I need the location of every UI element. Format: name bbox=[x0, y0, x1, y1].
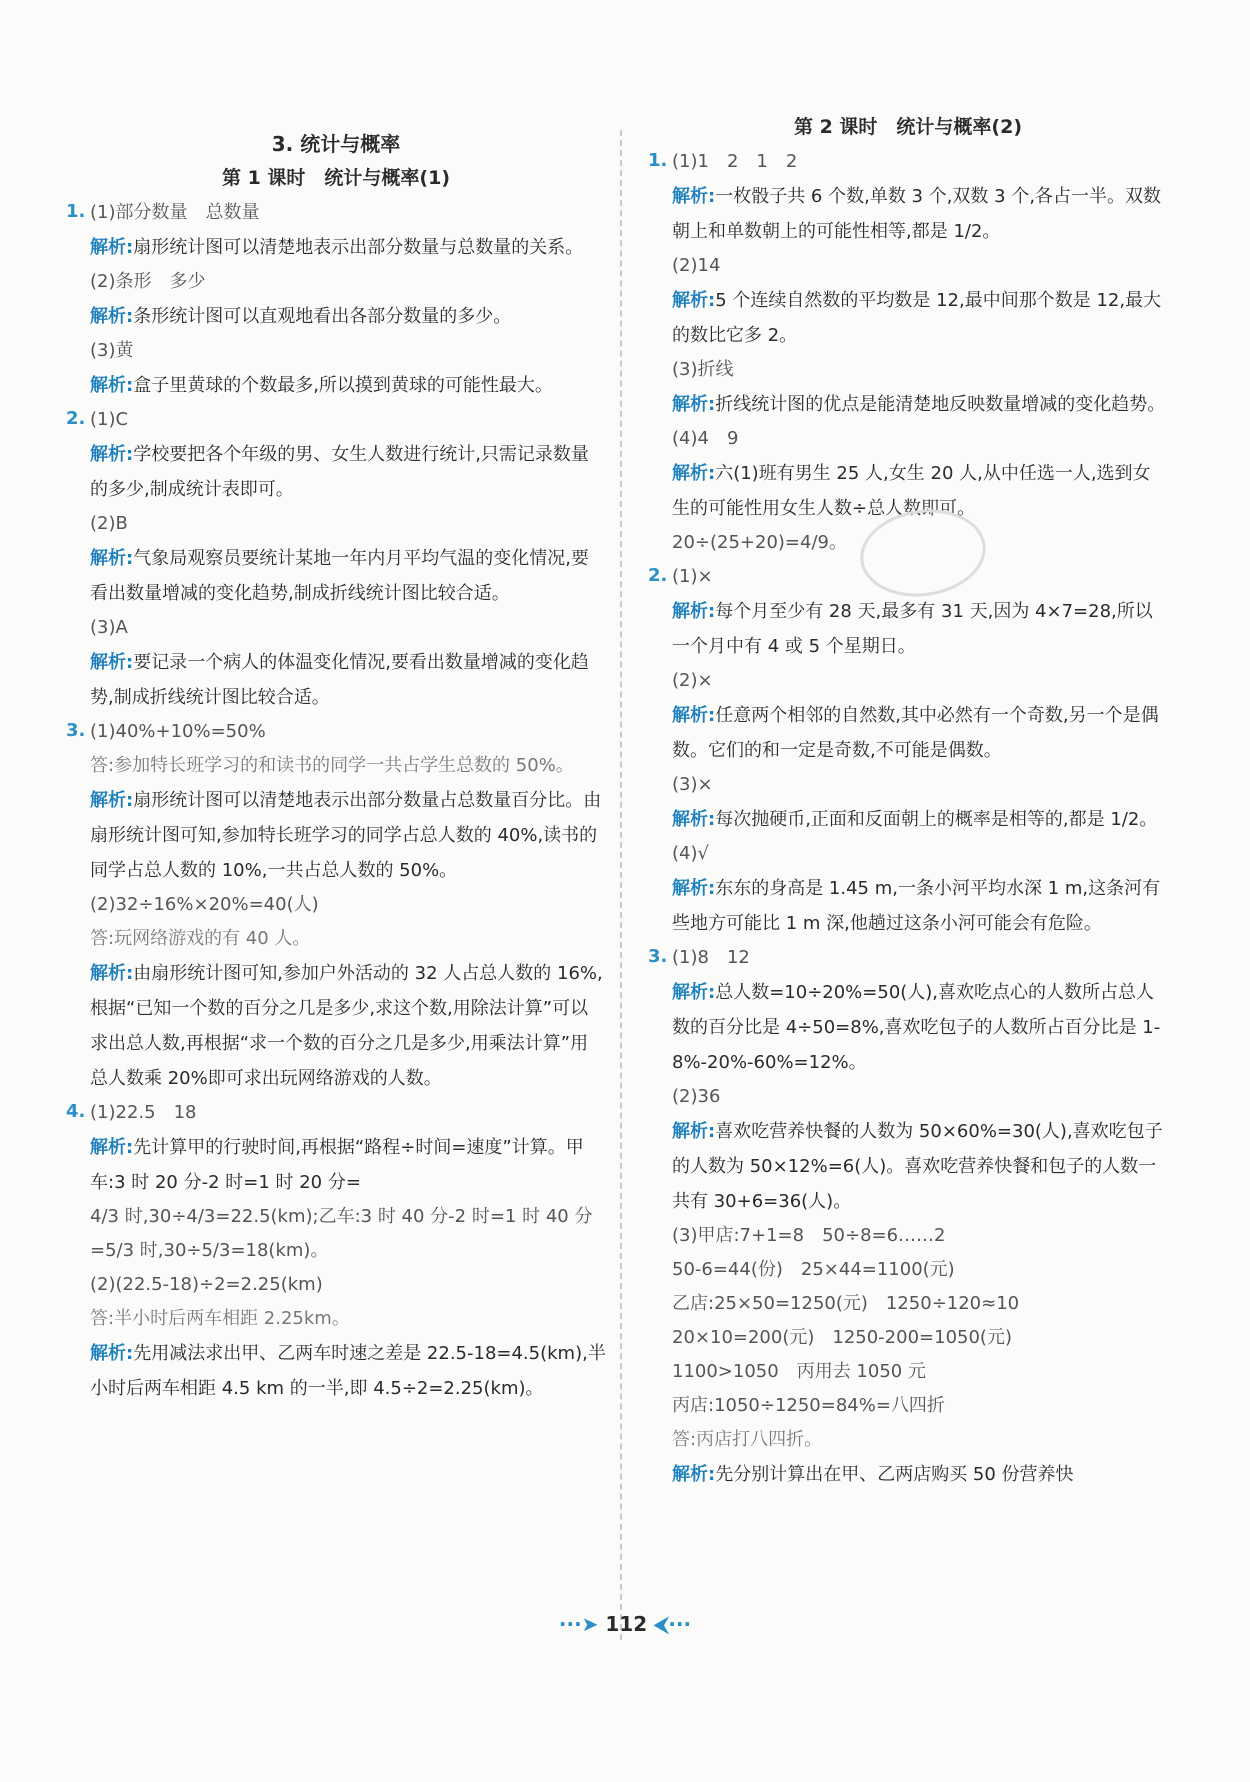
explanation: 解析:一枚骰子共 6 个数,单数 3 个,双数 3 个,各占一半。双数朝上和单数朝上的可能性相等,都是 1/2。 bbox=[672, 186, 1162, 242]
left-column bbox=[66, 120, 606, 1406]
explanation-label: 解析: bbox=[672, 1464, 716, 1485]
question-number: 2. bbox=[648, 565, 668, 586]
answer-line: (2)(22.5-18)÷2=2.25(km) bbox=[90, 1274, 323, 1295]
explanation: 解析:5 个连续自然数的平均数是 12,最中间那个数是 12,最大的数比它多 2。 bbox=[672, 290, 1162, 346]
answer-statement: 答:参加特长班学习的和读书的同学一共占学生总数的 50%。 bbox=[90, 755, 574, 776]
explanation: 解析:盒子里黄球的个数最多,所以摸到黄球的可能性最大。 bbox=[90, 375, 553, 396]
lesson-title-1: 第 1 课时 统计与概率(1) bbox=[221, 167, 451, 189]
explanation-label: 解析: bbox=[90, 1343, 134, 1364]
explanation-label: 解析: bbox=[672, 290, 716, 311]
answer-line: (1)40%+10%=50% bbox=[90, 721, 266, 742]
explanation: 解析:要记录一个病人的体温变化情况,要看出数量增减的变化趋势,制成折线统计图比较合适。 bbox=[90, 652, 589, 708]
explanation-label: 解析: bbox=[672, 878, 716, 899]
explanation: 解析:折线统计图的优点是能清楚地反映数量增减的变化趋势。 bbox=[672, 394, 1166, 415]
answer-line: (1)× bbox=[672, 566, 713, 587]
answer-line: 丙店:1050÷1250=84%=八四折 bbox=[672, 1395, 945, 1416]
explanation-label: 解析: bbox=[672, 809, 716, 830]
right-question-1 bbox=[648, 145, 1168, 560]
answer-line: (2)36 bbox=[672, 1086, 721, 1107]
page-number: 112 bbox=[605, 1612, 648, 1636]
answer-statement: 答:半小时后两车相距 2.25km。 bbox=[90, 1308, 350, 1329]
answer-line: (3)黄 bbox=[90, 340, 134, 361]
explanation-label: 解析: bbox=[672, 982, 716, 1003]
column-divider bbox=[620, 130, 622, 1640]
explanation-label: 解析: bbox=[90, 444, 134, 465]
answer-line: 4/3 时,30÷4/3=22.5(km);乙车:3 时 40 分-2 时=1 时 40 分=5/3 时,30÷5/3=18(km)。 bbox=[90, 1206, 593, 1261]
answer-line: (3)A bbox=[90, 617, 128, 638]
explanation-label: 解析: bbox=[90, 1137, 134, 1158]
answer-statement: 答:丙店打八四折。 bbox=[672, 1429, 823, 1450]
question-number: 3. bbox=[66, 720, 86, 741]
answer-line: (1)部分数量 总数量 bbox=[90, 202, 260, 223]
explanation: 解析:扇形统计图可以清楚地表示出部分数量与总数量的关系。 bbox=[90, 237, 584, 258]
explanation: 解析:条形统计图可以直观地看出各部分数量的多少。 bbox=[90, 306, 512, 327]
explanation: 解析:先计算甲的行驶时间,再根据“路程÷时间=速度”计算。甲车:3 时 20 分-2 时=1 时 20 分= bbox=[90, 1137, 584, 1193]
left-question-4 bbox=[66, 1096, 606, 1406]
explanation: 解析:六(1)班有男生 25 人,女生 20 人,从中任选一人,选到女生的可能性用女生人数÷总人数即可。 bbox=[672, 463, 1151, 519]
explanation: 解析:喜欢吃营养快餐的人数为 50×60%=30(人),喜欢吃包子的人数为 50×12%=6(人)。喜欢吃营养快餐和包子的人数一共有 30+6=36(人)。 bbox=[672, 1121, 1163, 1212]
answer-line: (1)1 2 1 2 bbox=[672, 151, 798, 172]
explanation: 解析:气象局观察员要统计某地一年内月平均气温的变化情况,要看出数量增减的变化趋势,制成折线统计图比较合适。 bbox=[90, 548, 589, 604]
answer-line: (2)32÷16%×20%=40(人) bbox=[90, 894, 319, 915]
answer-line: (2)14 bbox=[672, 255, 721, 276]
left-question-3 bbox=[66, 715, 606, 1096]
right-question-3 bbox=[648, 941, 1168, 1492]
answer-line: (1)C bbox=[90, 409, 129, 430]
answer-line: (4)√ bbox=[672, 843, 709, 864]
explanation-label: 解析: bbox=[90, 790, 134, 811]
answer-line: (2)条形 多少 bbox=[90, 271, 206, 292]
footer-arrow-right-icon: ⮜··· bbox=[654, 1612, 692, 1636]
answer-statement: 答:玩网络游戏的有 40 人。 bbox=[90, 928, 311, 949]
left-question-1 bbox=[66, 196, 606, 403]
explanation-label: 解析: bbox=[672, 463, 716, 484]
question-number: 2. bbox=[66, 408, 86, 429]
explanation: 解析:扇形统计图可以清楚地表示出部分数量占总数量百分比。由扇形统计图可知,参加特长班学习的同学占总人数的 40%,读书的同学占总人数的 10%,一共占总人数的 50%。 bbox=[90, 790, 602, 881]
explanation-label: 解析: bbox=[90, 375, 134, 396]
answer-line: (1)22.5 18 bbox=[90, 1102, 197, 1123]
explanation: 解析:学校要把各个年级的男、女生人数进行统计,只需记录数量的多少,制成统计表即可。 bbox=[90, 444, 589, 500]
answer-line: (2)B bbox=[90, 513, 128, 534]
explanation-label: 解析: bbox=[90, 963, 134, 984]
explanation-label: 解析: bbox=[672, 705, 716, 726]
explanation: 解析:每次抛硬币,正面和反面朝上的概率是相等的,都是 1/2。 bbox=[672, 809, 1158, 830]
explanation-label: 解析: bbox=[90, 237, 134, 258]
answer-line: 20×10=200(元) 1250-200=1050(元) bbox=[672, 1327, 1012, 1348]
answer-line: 20÷(25+20)=4/9。 bbox=[672, 532, 847, 553]
answer-line: (2)× bbox=[672, 670, 713, 691]
answer-line: (3)折线 bbox=[672, 359, 734, 380]
right-column bbox=[648, 110, 1168, 1492]
answer-line: (3)甲店:7+1=8 50÷8=6……2 bbox=[672, 1225, 946, 1246]
answer-line: (1)8 12 bbox=[672, 947, 750, 968]
explanation-label: 解析: bbox=[672, 601, 716, 622]
explanation: 解析:总人数=10÷20%=50(人),喜欢吃点心的人数所占总人数的百分比是 4÷50=8%,喜欢吃包子的人数所占百分比是 1-8%-20%-60%=12%。 bbox=[672, 982, 1161, 1073]
explanation: 解析:东东的身高是 1.45 m,一条小河平均水深 1 m,这条河有些地方可能比 1 m 深,他趟过这条小河可能会有危险。 bbox=[672, 878, 1161, 934]
page-footer bbox=[0, 1612, 1250, 1636]
explanation: 解析:任意两个相邻的自然数,其中必然有一个奇数,另一个是偶数。它们的和一定是奇数,不可能是偶数。 bbox=[672, 705, 1159, 761]
answer-line: 1100>1050 丙用去 1050 元 bbox=[672, 1361, 926, 1382]
explanation-label: 解析: bbox=[90, 306, 134, 327]
explanation: 解析:由扇形统计图可知,参加户外活动的 32 人占总人数的 16%,根据“已知一个数的百分之几是多少,求这个数,用除法计算”可以求出总人数,再根据“求一个数的百分之几是多少,用乘法计算”用总人数乘 20%即可求出玩网络游戏的人数。 bbox=[90, 963, 603, 1089]
explanation: 解析:先用减法求出甲、乙两车时速之差是 22.5-18=4.5(km),半小时后两车相距 4.5 km 的一半,即 4.5÷2=2.25(km)。 bbox=[90, 1343, 606, 1399]
answer-line: (3)× bbox=[672, 774, 713, 795]
question-number: 1. bbox=[648, 150, 668, 171]
explanation-label: 解析: bbox=[90, 548, 134, 569]
answer-line: 50-6=44(份) 25×44=1100(元) bbox=[672, 1259, 955, 1280]
answer-line: (4)4 9 bbox=[672, 428, 739, 449]
left-question-2 bbox=[66, 403, 606, 715]
left-items bbox=[66, 196, 606, 1406]
explanation: 解析:每个月至少有 28 天,最多有 31 天,因为 4×7=28,所以一个月中有 4 或 5 个星期日。 bbox=[672, 601, 1153, 657]
question-number: 3. bbox=[648, 946, 668, 967]
question-number: 1. bbox=[66, 201, 86, 222]
answer-line: 乙店:25×50=1250(元) 1250÷120≈10 bbox=[672, 1293, 1020, 1314]
explanation: 解析:先分别计算出在甲、乙两店购买 50 份营养快 bbox=[672, 1464, 1074, 1485]
footer-arrow-left-icon: ···➤ bbox=[558, 1612, 606, 1636]
explanation-label: 解析: bbox=[90, 652, 134, 673]
question-number: 4. bbox=[66, 1101, 86, 1122]
lesson-title-2: 第 2 课时 统计与概率(2) bbox=[793, 116, 1023, 138]
section-title: 3. 统计与概率 bbox=[271, 132, 401, 156]
right-question-2 bbox=[648, 560, 1168, 941]
right-items bbox=[648, 145, 1168, 1492]
explanation-label: 解析: bbox=[672, 394, 716, 415]
explanation-label: 解析: bbox=[672, 1121, 716, 1142]
explanation-label: 解析: bbox=[672, 186, 716, 207]
